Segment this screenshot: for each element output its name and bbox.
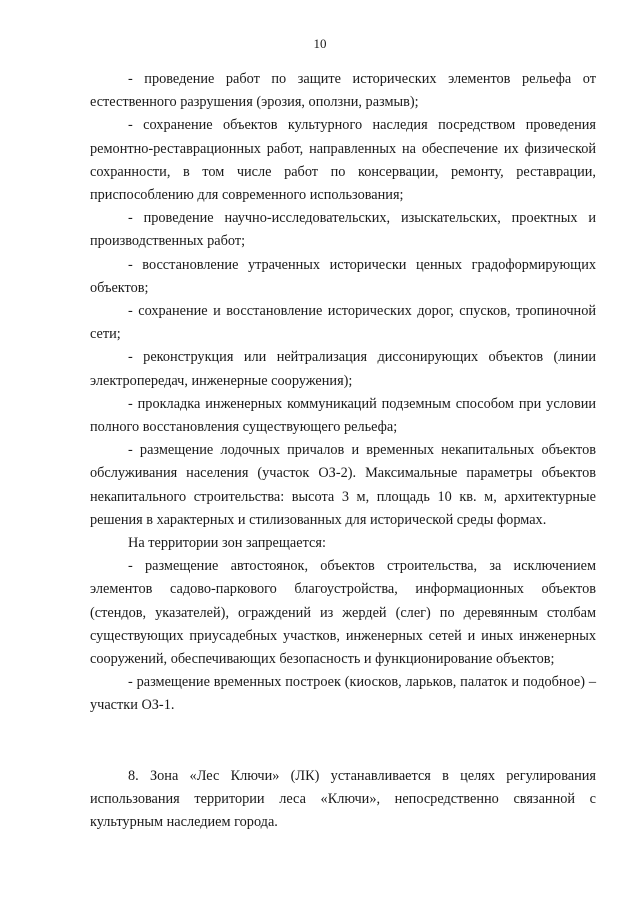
- paragraph-boat-piers: - размещение лодочных причалов и временных некапитальных объектов обслуживания населения (участок ОЗ-2). Максимальные параметры объектов некапитального строительства: высота 3 м, площадь 10 кв. м, архитектурные решения в характерных и стилизованных для исторической среды формах.: [90, 442, 596, 528]
- paragraph-prohibited-temporary: - размещение временных построек (киосков, ларьков, палаток и подобное) – участки ОЗ-1.: [90, 674, 596, 714]
- document-body: [90, 68, 596, 834]
- paragraph-research-works: - проведение научно-исследовательских, изыскательских, проектных и производственных работ;: [90, 210, 596, 250]
- paragraph-prohibited-parking: - размещение автостоянок, объектов строительства, за исключением элементов садово-паркового благоустройства, информационных объектов (стендов, указателей), ограждений из жердей (слег) по деревянным столбам существующих приусадебных участков, инженерных сетей и иных инженерных сооружений, обеспечивающих безопасность и функционирование объектов;: [90, 558, 596, 668]
- paragraph-dissonant-objects: - реконструкция или нейтрализация диссонирующих объектов (линии электропередач, инженерные сооружения);: [90, 349, 596, 389]
- paragraph-underground-utilities: - прокладка инженерных коммуникаций подземным способом при условии полного восстановления существующего рельефа;: [90, 395, 596, 436]
- paragraph-erosion-protection: - проведение работ по защите исторических элементов рельефа от естественного разрушения (эрозия, оползни, размыв);: [90, 71, 596, 111]
- paragraph-zone-les-klyuchi: 8. Зона «Лес Ключи» (ЛК) устанавливается в целях регулирования использования территории леса «Ключи», непосредственно связанной с культурным наследием города.: [90, 767, 596, 831]
- paragraph-historic-roads: - сохранение и восстановление исторических дорог, спусков, тропиночной сети;: [90, 303, 596, 343]
- paragraph-heritage-restoration: - сохранение объектов культурного наследия посредством проведения ремонтно-реставрационных работ, направленных на обеспечение их физической сохранности, в том числе работ по консервации, ремонту, реставрации, приспособлению для современного использования;: [90, 117, 596, 204]
- page-number: 10: [313, 36, 327, 51]
- paragraph-lost-objects: - восстановление утраченных исторически ценных градоформирующих объектов;: [90, 256, 596, 296]
- paragraph-prohibited-heading: На территории зон запрещается:: [128, 535, 326, 552]
